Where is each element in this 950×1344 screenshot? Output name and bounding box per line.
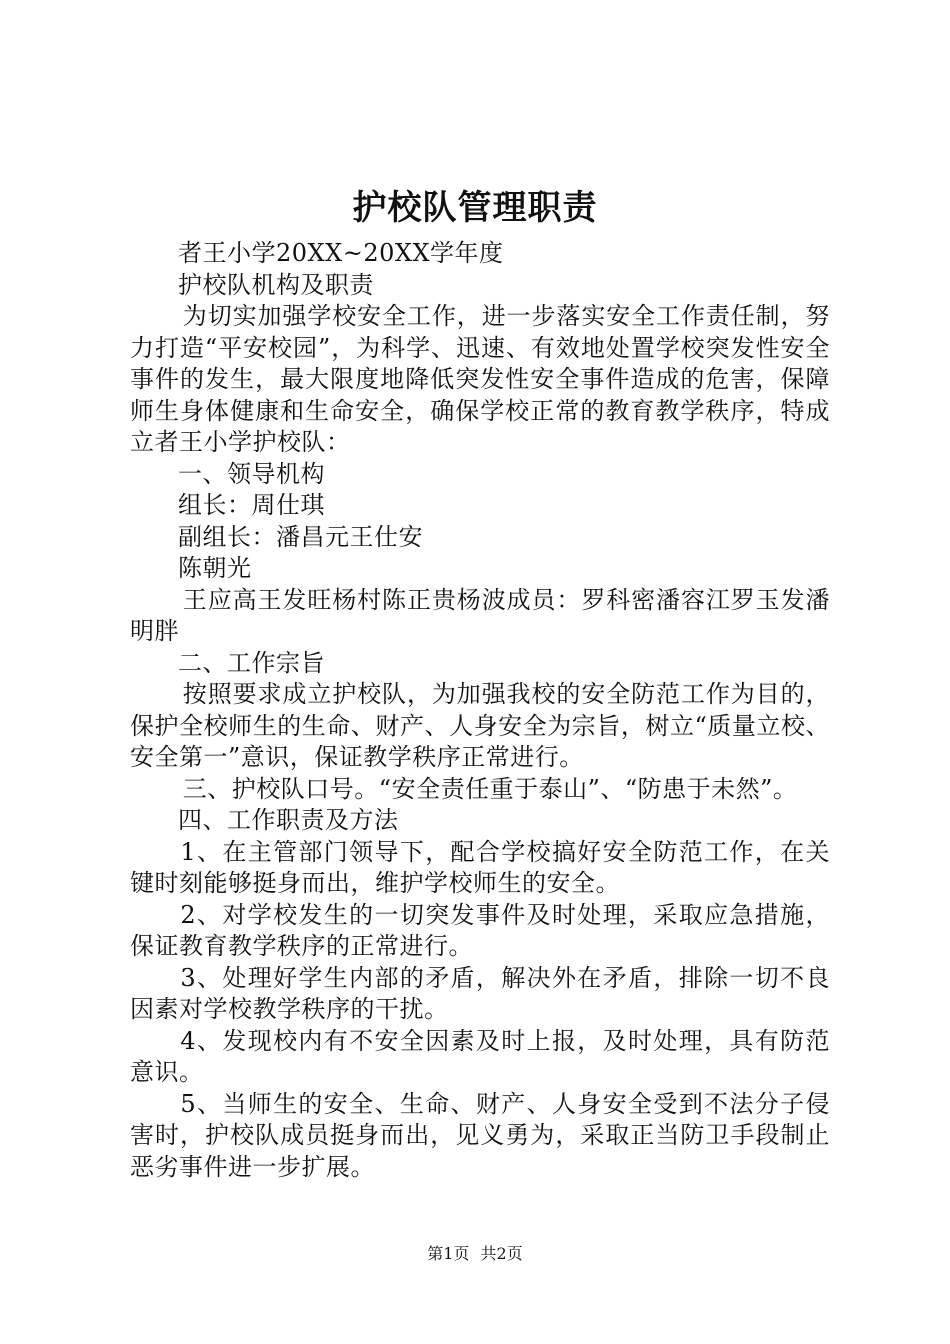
section-heading-organization: 护校队机构及职责 [178,270,374,299]
page-footer [0,1244,950,1264]
page-title: 护校队管理职责 [352,188,598,228]
page-number-total: 共2页 [480,1244,523,1263]
duty-item-2: 2、对学校发生的一切突发事件及时处理，采取应急措施，保证教育教学秩序的正常进行。 [130,900,830,960]
section-heading-purpose: 二、工作宗旨 [178,648,325,677]
purpose-paragraph: 按照要求成立护校队，为加强我校的安全防范工作为目的，保护全校师生的生命、财产、人身安全为宗旨，树立“质量立校、安全第一”意识，保证教学秩序正常进行。 [130,680,830,771]
team-leader-line: 组长：周仕琪 [178,491,325,519]
duty-item-3: 3、处理好学生内部的矛盾，解决外在矛盾，排除一切不良因素对学校教学秩序的干扰。 [130,963,830,1023]
section-heading-duties: 四、工作职责及方法 [178,806,399,834]
slogan-paragraph: 三、护校队口号。“安全责任重于泰山”、“防患于未然”。 [182,774,798,803]
deputy-leader-line: 副组长：潘昌元王仕安 [178,522,423,551]
intro-paragraph: 为切实加强学校安全工作，进一步落实安全工作责任制，努力打造“平安校园”，为科学、迅速、有效地处置学校突发性安全事件的发生，最大限度地降低突发性安全事件造成的危害，保障师生身体健康和生命安全，确保学校正常的教育教学秩序，特成立者王小学护校队： [130,302,830,456]
page-number-current: 第1页 [427,1244,470,1263]
duty-item-4: 4、发现校内有不安全因素及时上报，及时处理，具有防范意识。 [130,1026,830,1086]
duty-item-1: 1、在主管部门领导下，配合学校搞好安全防范工作，在关键时刻能够挺身而出，维护学校师生的安全。 [130,837,830,897]
section-heading-leadership: 一、领导机构 [178,459,325,488]
deputy-leader-continued: 陈朝光 [178,554,252,582]
members-line: 王应高王发旺杨村陈正贵杨波成员：罗科密潘容江罗玉发潘明胖 [130,585,830,645]
school-year-line: 者王小学20XX~20XX学年度 [178,239,504,267]
document-body [130,238,830,1183]
duty-item-5: 5、当师生的安全、生命、财产、人身安全受到不法分子侵害时，护校队成员挺身而出，见义勇为，采取正当防卫手段制止恶劣事件进一步扩展。 [130,1089,830,1181]
